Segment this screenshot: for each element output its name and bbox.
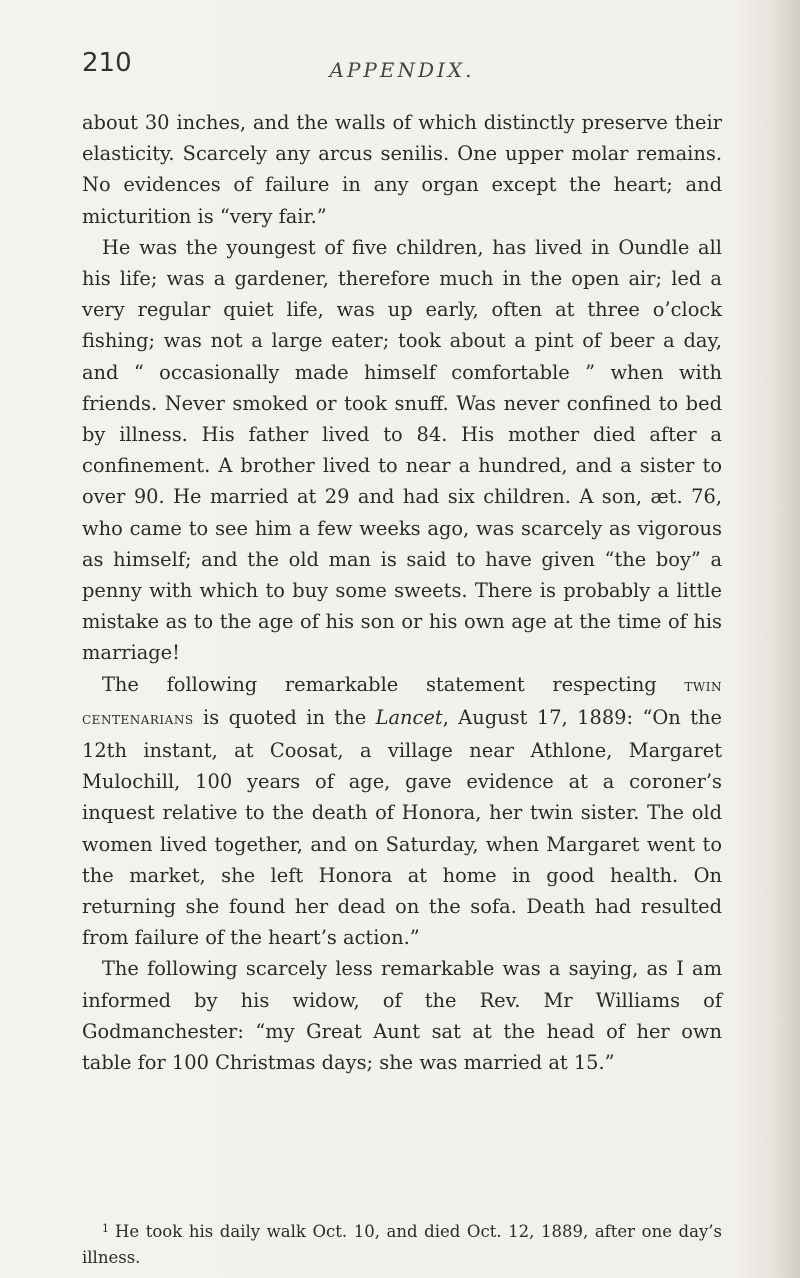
paragraph-3-text-start: The following remarkable statement respecting — [102, 672, 685, 696]
paragraph-4: The following scarcely less remarkable was a saying, as I am informed by his widow, of the Rev. Mr Williams of Godmanchester: “my Great Aunt sat at the head of her own table for 100 Christmas days; she was married at 15.” — [82, 957, 722, 1075]
page-number: 210 — [82, 48, 132, 78]
paragraph-2: He was the youngest of five children, has lived in Oundle all his life; was a gardener, therefore much in the open air; led a very regular quiet life, was up early, often at three o’clock fishing; was not a large eater; took about a pint of beer a day, and “ occasionally made himself comfortable ” when with friends. Never smoked or took snuff. Was never confined to bed by illness. His father lived to 84. His mother died after a confinement. A brother lived to near a hundred, and a sister to over 90. He married at 29 and had six children. A son, æt. 76, who came to see him a few weeks ago, was scarcely as vigorous as himself; and the old man is said to have given “the boy” a penny with which to buy some sweets. There is probably a little mistake as to the age of his son or his own age at the time of his marriage! — [82, 235, 722, 665]
running-head: APPENDIX. — [329, 58, 475, 82]
paragraph-1: about 30 inches, and the walls of which distinctly preserve their elasticity. Scarcely any arcus senilis. One upper molar remains. No evidences of failure in any organ except the heart; and micturition is “very fair.” — [82, 111, 722, 228]
page-header — [82, 48, 722, 88]
paragraph-3 — [82, 669, 722, 954]
paragraph-3-text-end: , August 17, 1889: “On the 12th instant, at Coosat, a village near Athlone, Margaret Mulochill, 100 years of age, gave evidence at a coroner’s inquest relative to the death of Honora, her twin sister. The old women lived together, and on Saturday, when Margaret went to the market, she left Honora at home in good health. On returning she found her dead on the sofa. Death had resulted from failure of the heart’s action.” — [82, 705, 722, 950]
footnote-marker: 1 — [102, 1222, 109, 1235]
footnote-text: He took his daily walk Oct. 10, and died Oct. 12, 1889, after one day’s illness. — [82, 1222, 722, 1267]
paragraph-3-text-mid: is quoted in the — [193, 705, 376, 729]
body-text — [82, 107, 722, 1078]
twin-centenarians-smallcaps: twin centenarians — [82, 675, 722, 729]
footnote — [82, 1216, 722, 1271]
lancet-title: Lancet — [375, 705, 443, 729]
